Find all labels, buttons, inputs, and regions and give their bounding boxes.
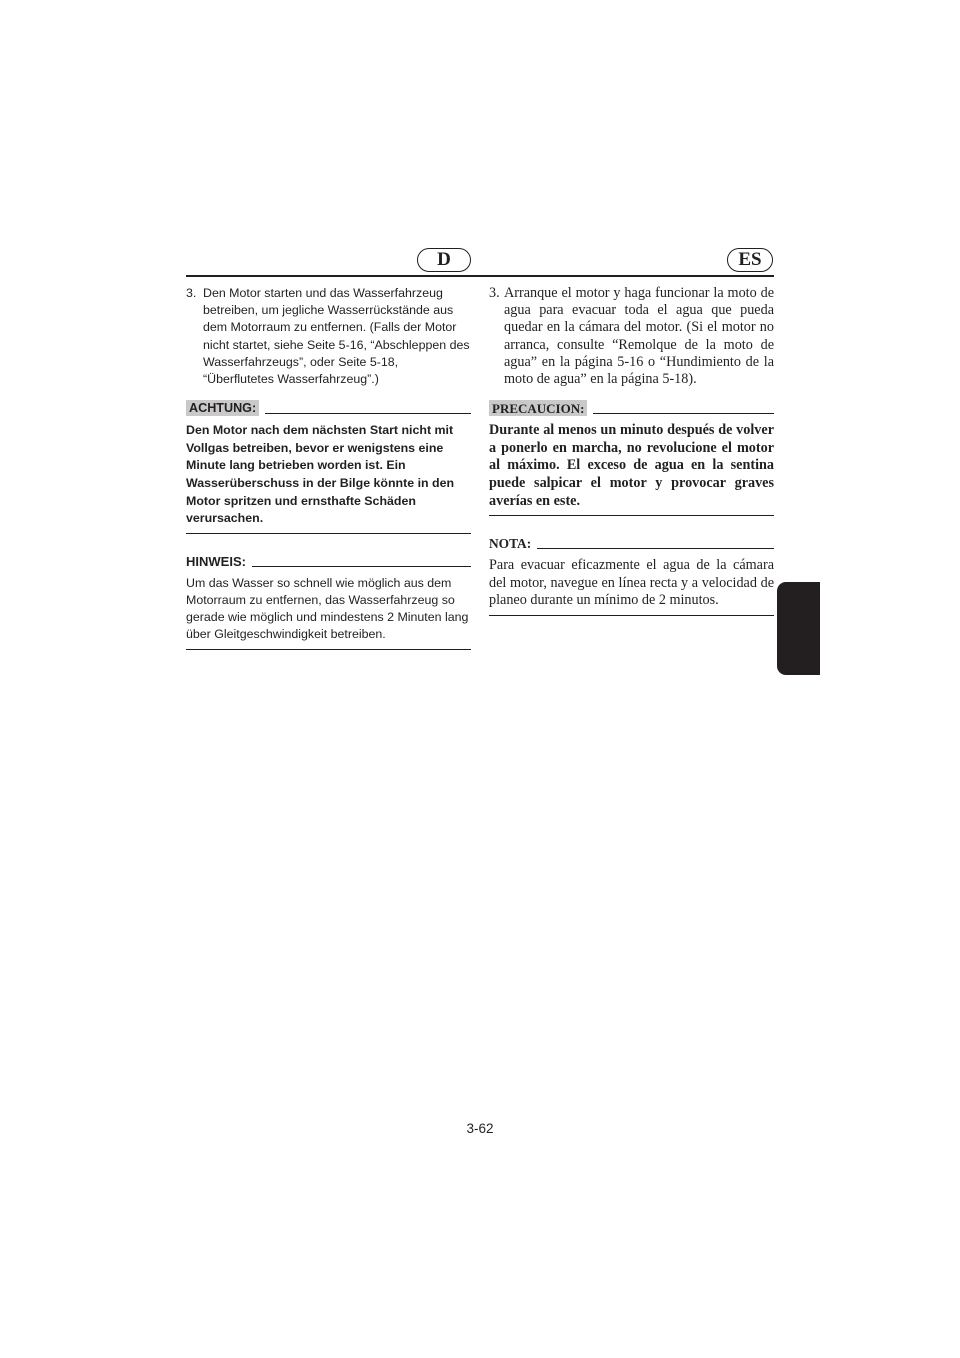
caution-label: ACHTUNG: [186, 400, 259, 416]
section-end-rule [489, 615, 774, 616]
step-item [489, 285, 774, 388]
caution-text: Durante al menos un minuto después de volver a ponerlo en marcha, no revolucione el motor al máximo. El exceso de agua en la sentina puede salpicar el motor y provocar graves averías en este. [489, 422, 774, 509]
caution-text: Den Motor nach dem nächsten Start nicht mit Vollgas betreiben, bevor er wenigstens eine Minute lang betrieben worden ist. Ein Wasserüberschuss in der Bilge könnte in den Motor spritzen und ernsthafte Schäden verursachen. [186, 423, 455, 526]
page-number: 3-62 [466, 1121, 494, 1136]
german-column [186, 285, 471, 650]
note-heading [186, 554, 471, 569]
step-number: 3. [489, 285, 500, 301]
heading-rule [265, 413, 471, 414]
language-code: D [437, 249, 451, 270]
language-code: ES [738, 249, 762, 270]
step-item [186, 285, 471, 388]
heading-rule [537, 548, 774, 549]
chapter-side-tab [777, 582, 820, 675]
header-rule [186, 275, 774, 277]
note-heading [489, 536, 774, 551]
note-label: HINWEIS: [186, 553, 246, 569]
heading-rule [252, 566, 471, 567]
section-end-rule [186, 649, 471, 650]
section-end-rule [489, 515, 774, 516]
caution-heading [489, 400, 774, 416]
caution-heading [186, 400, 471, 416]
language-badge-spanish [727, 248, 773, 272]
spanish-column [489, 285, 774, 616]
note-text: Para evacuar eficazmente el agua de la cámara del motor, navegue en línea recta y a velocidad de planeo durante un mínimo de 2 minutos. [489, 557, 774, 609]
caution-label: PRECAUCION: [489, 400, 587, 416]
note-label: NOTA: [489, 536, 532, 552]
section-end-rule [186, 533, 471, 534]
note-text: Um das Wasser so schnell wie möglich aus dem Motorraum zu entfernen, das Wasserfahrzeug so gerade wie möglich und mindestens 2 Minuten lang über Gleitgeschwindigkeit betreiben. [186, 575, 469, 642]
language-badge-german [417, 248, 471, 272]
step-text: Arranque el motor y haga funcionar la moto de agua para evacuar toda el agua que pueda quedar en la cámara del motor. (Si el motor no arranca, consulte “Remolque de la moto de agua” en la página 5-16 o “Hundimiento de la moto de agua” en la página 5-18). [504, 285, 774, 388]
step-text: Den Motor starten und das Wasserfahrzeug betreiben, um jegliche Wasserrückstände aus dem Motorraum zu entfernen. (Falls der Motor nicht startet, siehe Seite 5-16, “Abschleppen des Wasserfahrzeugs”, oder Seite 5-18, “Überflutetes Wasserfahrzeug”.) [203, 286, 470, 387]
heading-rule [593, 413, 774, 414]
step-number: 3. [186, 286, 197, 300]
